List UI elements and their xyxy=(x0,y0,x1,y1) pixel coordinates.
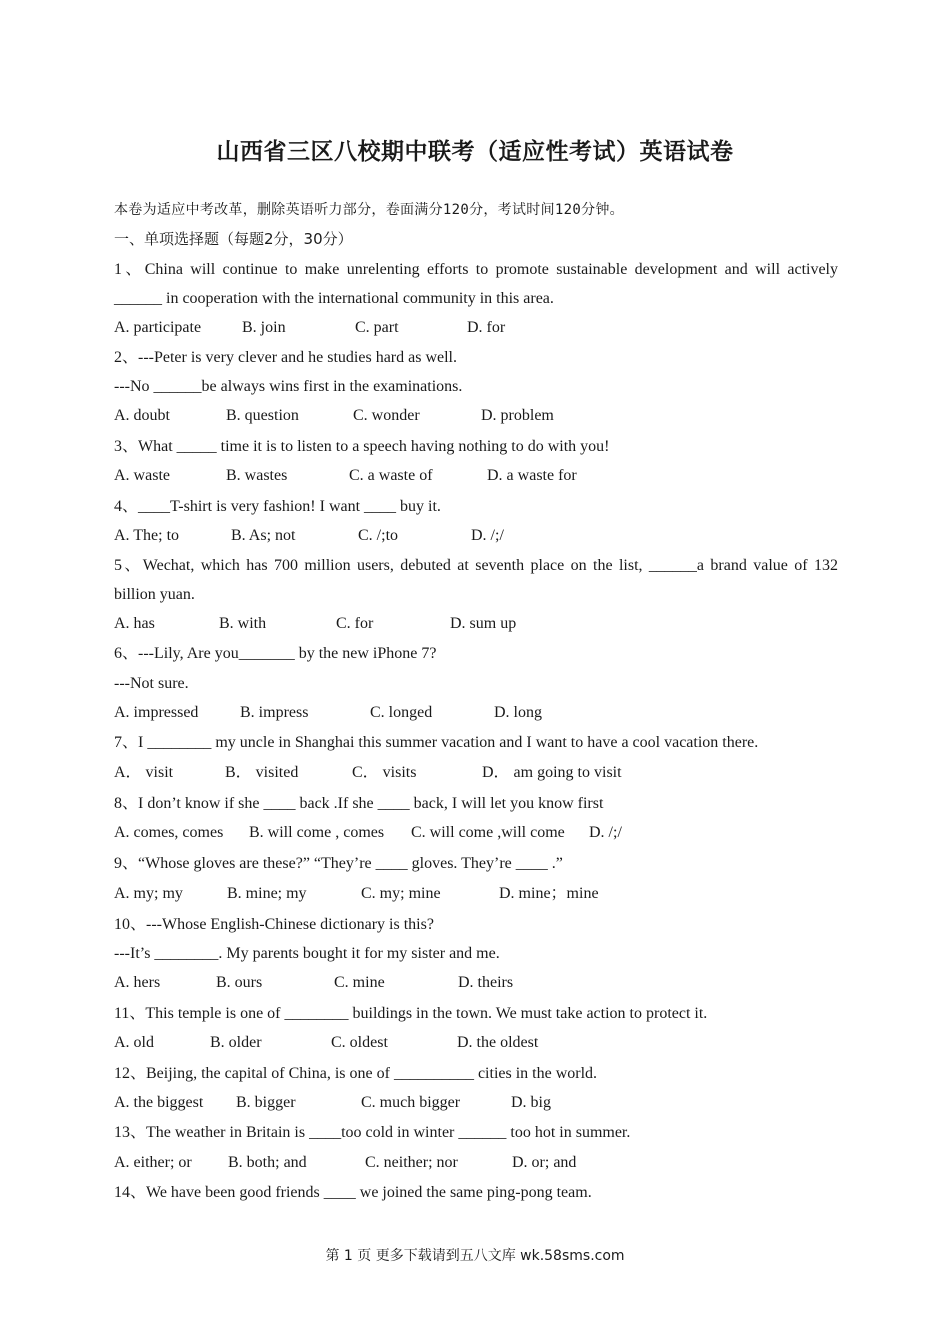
option-c: C. for xyxy=(336,615,374,632)
option-b: B. with xyxy=(219,615,267,632)
option-b: B. ours xyxy=(216,974,263,991)
option-a: A. waste xyxy=(114,467,170,484)
question-13-line-1: 13、The weather in Britain is ____too cold in winter ______ too hot in summer. xyxy=(114,1124,631,1141)
option-c: C. will come ,will come xyxy=(411,824,565,841)
option-b: B. impress xyxy=(240,704,309,721)
option-b: B. older xyxy=(210,1034,262,1051)
option-c: C. wonder xyxy=(353,407,420,424)
question-5-line-1: 5、Wechat, which has 700 million users, debuted at seventh place on the list, ______a brand value of 132 xyxy=(114,557,838,574)
question-8-line-1: 8、I don’t know if she ____ back .If she ____ back, I will let you know first xyxy=(114,795,604,812)
option-d: D. big xyxy=(511,1094,551,1111)
option-d: D. a waste for xyxy=(487,467,577,484)
option-c: C． visits xyxy=(352,764,417,781)
option-c: C. part xyxy=(355,319,399,336)
option-b: B. will come , comes xyxy=(249,824,385,841)
option-d: D. theirs xyxy=(458,974,514,991)
question-1-line-2: ______ in cooperation with the international community in this area. xyxy=(114,290,554,307)
question-2-line-2: ---No ______be always wins first in the examinations. xyxy=(114,378,463,395)
question-12-line-1: 12、Beijing, the capital of China, is one of __________ cities in the world. xyxy=(114,1065,598,1082)
option-b: B. As; not xyxy=(231,527,296,544)
option-a: A. the biggest xyxy=(114,1094,204,1111)
option-b: B. wastes xyxy=(226,467,288,484)
option-b: B. mine; my xyxy=(227,885,307,902)
option-a: A. hers xyxy=(114,974,161,991)
option-a: A. my; my xyxy=(114,885,183,902)
option-a: A. old xyxy=(114,1034,154,1051)
option-c: C. oldest xyxy=(331,1034,388,1051)
option-c: C. longed xyxy=(370,704,433,721)
question-11-line-1: 11、This temple is one of ________ buildings in the town. We must take action to protect it. xyxy=(114,1005,708,1022)
question-7-line-1: 7、I ________ my uncle in Shanghai this summer vacation and I want to have a cool vacation there. xyxy=(114,734,759,751)
option-b: B. bigger xyxy=(236,1094,296,1111)
question-1-line-1: 1、China will continue to make unrelenting efforts to promote sustainable development and will actively xyxy=(114,261,839,278)
option-a: A. The; to xyxy=(114,527,180,544)
question-9-line-1: 9、“Whose gloves are these?” “They’re ____ gloves. They’re ____ .” xyxy=(114,855,563,872)
option-c: C. /;to xyxy=(358,527,399,544)
option-d: D. the oldest xyxy=(457,1034,539,1051)
option-d: D. long xyxy=(494,704,542,721)
question-6-line-1: 6、---Lily, Are you_______ by the new iPhone 7? xyxy=(114,645,437,662)
option-a: A. doubt xyxy=(114,407,170,424)
question-3-line-1: 3、What _____ time it is to listen to a speech having nothing to do with you! xyxy=(114,438,610,455)
option-d: D． am going to visit xyxy=(482,764,622,781)
option-b: B. question xyxy=(226,407,299,424)
option-a: A. either; or xyxy=(114,1154,192,1171)
option-d: D. mine；mine xyxy=(499,885,599,902)
question-2-line-1: 2、---Peter is very clever and he studies hard as well. xyxy=(114,349,457,366)
option-a: A. participate xyxy=(114,319,202,336)
option-d: D. for xyxy=(467,319,506,336)
option-c: C. neither; nor xyxy=(365,1154,458,1171)
option-c: C. my; mine xyxy=(361,885,441,902)
option-a: A. comes, comes xyxy=(114,824,224,841)
option-c: C. a waste of xyxy=(349,467,433,484)
question-5-line-2: billion yuan. xyxy=(114,586,195,603)
option-b: B． visited xyxy=(225,764,299,781)
option-c: C. mine xyxy=(334,974,385,991)
option-d: D. sum up xyxy=(450,615,517,632)
question-4-line-1: 4、____T-shirt is very fashion! I want ____ buy it. xyxy=(114,498,441,515)
option-c: C. much bigger xyxy=(361,1094,461,1111)
option-b: B. both; and xyxy=(228,1154,307,1171)
question-14-line-1: 14、We have been good friends ____ we joined the same ping-pong team. xyxy=(114,1184,592,1201)
option-a: A. has xyxy=(114,615,155,632)
question-10-line-2: ---It’s ________. My parents bought it for my sister and me. xyxy=(114,945,500,962)
option-d: D. or; and xyxy=(512,1154,577,1171)
option-a: A． visit xyxy=(114,764,174,781)
question-10-line-1: 10、---Whose English-Chinese dictionary is this? xyxy=(114,916,434,933)
section-heading: 一、单项选择题（每题2分，30分） xyxy=(114,230,353,248)
page-title: 山西省三区八校期中联考（适应性考试）英语试卷 xyxy=(216,139,734,165)
option-d: D. problem xyxy=(481,407,554,424)
page-footer: 第 1 页 更多下载请到五八文库 wk.58sms.com xyxy=(325,1248,625,1264)
intro-text: 本卷为适应中考改革，删除英语听力部分，卷面满分120分，考试时间120分钟。 xyxy=(114,202,624,218)
question-6-line-2: ---Not sure. xyxy=(114,675,189,692)
option-d: D. /;/ xyxy=(471,527,504,544)
option-b: B. join xyxy=(242,319,286,336)
option-a: A. impressed xyxy=(114,704,199,721)
option-d: D. /;/ xyxy=(589,824,622,841)
